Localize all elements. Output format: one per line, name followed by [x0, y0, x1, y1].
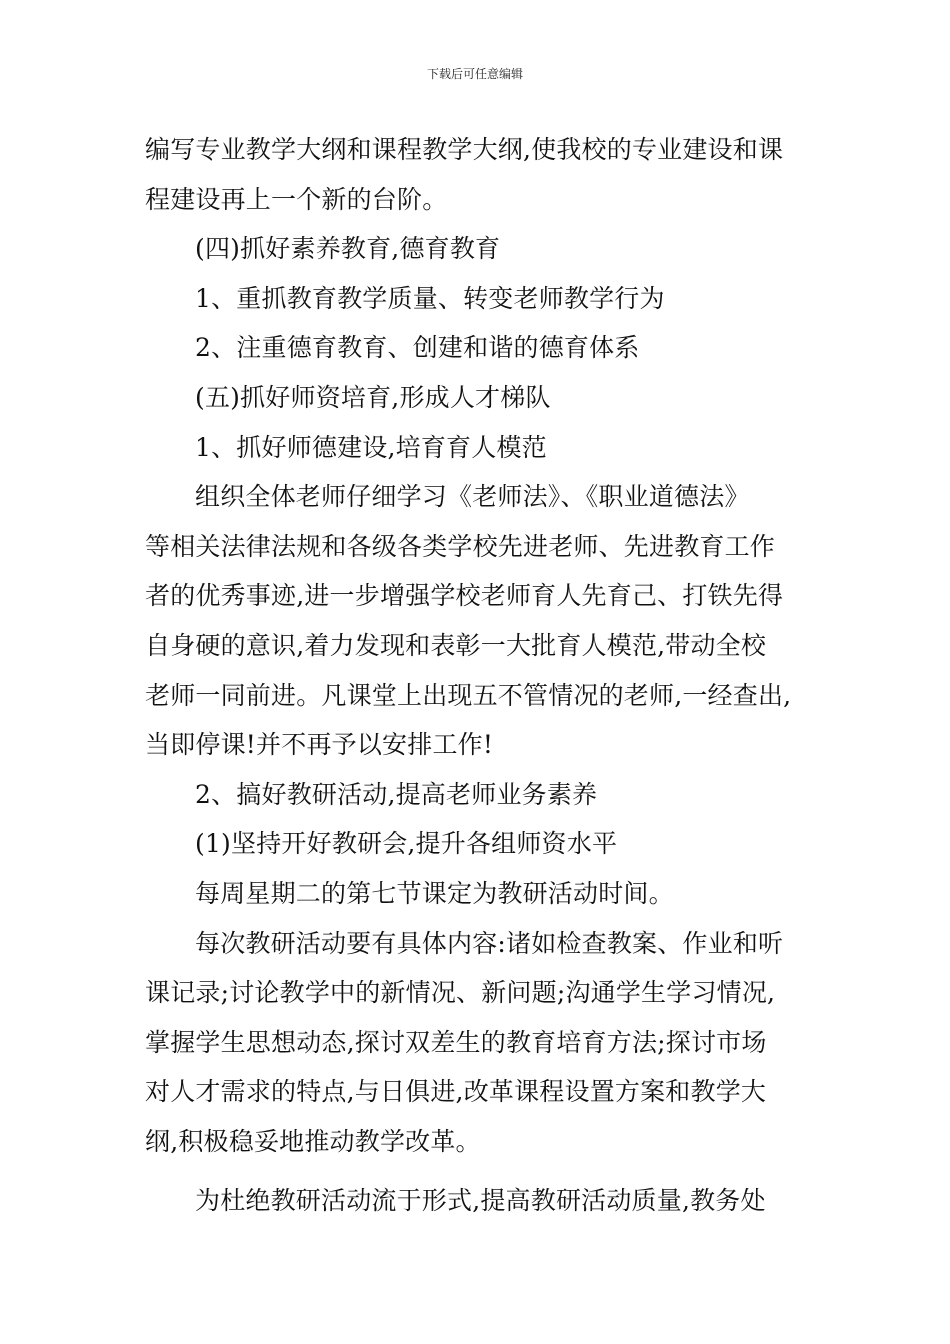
text-line: 课记录;讨论教学中的新情况、新问题;沟通学生学习情况,: [145, 978, 776, 1008]
text-line: 者的优秀事迹,进一步增强学校老师育人先育己、打铁先得: [145, 581, 784, 611]
paragraph-start: 组织全体老师仔细学习《老师法》、《职业道德法》: [195, 482, 750, 512]
paragraph-start: 每次教研活动要有具体内容:诸如检查教案、作业和听: [195, 928, 784, 958]
text-line: 程建设再上一个新的台阶。: [145, 184, 448, 214]
section-heading: (四)抓好素养教育,德育教育: [195, 234, 501, 264]
list-item: (1)坚持开好教研会,提升各组师资水平: [195, 829, 618, 859]
document-body: [145, 125, 817, 1226]
text-line: 老师一同前进。凡课堂上出现五不管情况的老师,一经查出,: [145, 680, 792, 710]
list-item: 1、抓好师德建设,培育育人模范: [195, 432, 547, 462]
list-item: 2、注重德育教育、创建和谐的德育体系: [195, 333, 640, 363]
section-heading: (五)抓好师资培育,形成人才梯队: [195, 382, 551, 412]
paragraph-start: 每周星期二的第七节课定为教研活动时间。: [195, 878, 674, 908]
text-line: 对人才需求的特点,与日俱进,改革课程设置方案和教学大: [145, 1077, 767, 1107]
list-item: 1、重抓教育教学质量、转变老师教学行为: [195, 283, 665, 313]
text-line: 掌握学生思想动态,探讨双差生的教育培育方法;探讨市场: [145, 1027, 767, 1057]
text-line: 编写专业教学大纲和课程教学大纲,使我校的专业建设和课: [145, 135, 784, 164]
text-line: 自身硬的意识,着力发现和表彰一大批育人模范,带动全校: [145, 630, 767, 660]
text-line: 当即停课!并不再予以安排工作!: [145, 730, 494, 760]
paragraph-gap: [145, 1166, 817, 1176]
page-header: 下载后可任意编辑: [426, 67, 523, 81]
text-line: 纲,积极稳妥地推动教学改革。: [145, 1126, 481, 1156]
text-line: 等相关法律法规和各级各类学校先进老师、先进教育工作: [145, 531, 776, 561]
paragraph-start: 为杜绝教研活动流于形式,提高教研活动质量,教务处: [195, 1186, 766, 1216]
list-item: 2、搞好教研活动,提高老师业务素养: [195, 779, 598, 809]
